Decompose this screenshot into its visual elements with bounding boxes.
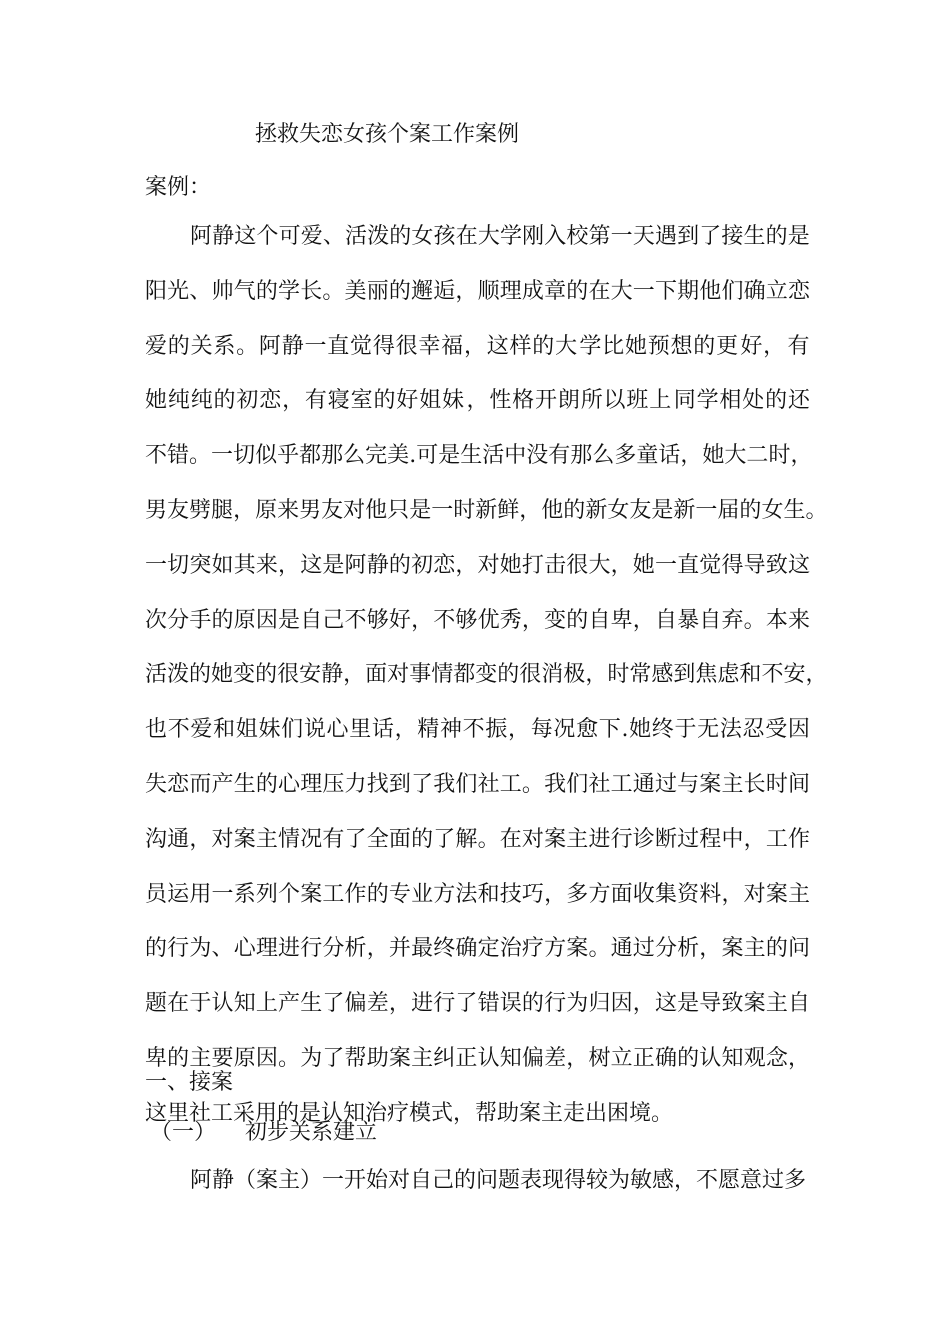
paragraph-line: 卑 的 主 要 原 因 。 为 了 帮 助 案 主 纠 正 认 知 偏 差 ， 树 立 正 确 的 认 知 观 念 ，	[145, 1045, 810, 1071]
case-paragraph	[145, 217, 828, 1149]
subsection-heading	[150, 1116, 377, 1150]
paragraph-line: 不 错 。 一 切 似 乎 都 那 么 完 美 . 可 是 生 活 中 没 有 那 么 多 童 话 ， 她 大 二 时 ，	[145, 443, 813, 469]
paragraph-line: 员 运 用 一 系 列 个 案 工 作 的 专 业 方 法 和 技 巧 ， 多 方 面 收 集 资 料 ， 对 案 主	[145, 881, 810, 907]
subsection-title: 初步关系建立	[245, 1120, 378, 1145]
paragraph-line: 失 恋 而 产 生 的 心 理 压 力 找 到 了 我 们 社 工 。 我 们 社 工 通 过 与 案 主 长 时 间	[145, 771, 810, 797]
paragraph-line: 题 在 于 认 知 上 产 生 了 偏 差 ， 进 行 了 错 误 的 行 为 归 因 ， 这 是 导 致 案 主 自	[145, 991, 810, 1017]
paragraph-line: 她 纯 纯 的 初 恋 ， 有 寝 室 的 好 姐 妹 ， 性 格 开 朗 所 以 班 上 同 学 相 处 的 还	[145, 388, 810, 414]
paragraph-line: 也 不 爱 和 姐 妹 们 说 心 里 话 ， 精 神 不 振 ， 每 况 愈 下 . 她 终 于 无 法 忍 受 因	[145, 717, 810, 743]
paragraph-line: 的 行 为 、 心 理 进 行 分 析 ， 并 最 终 确 定 治 疗 方 案 。 通 过 分 析 ， 案 主 的 问	[145, 936, 810, 962]
paragraph-line: 次 分 手 的 原 因 是 自 己 不 够 好 ， 不 够 优 秀 ， 变 的 自 卑 ， 自 暴 自 弃 。 本 来	[145, 607, 810, 633]
paragraph-line: 这里社工采用的是认知治疗模式，帮助案主走出困境。	[145, 1100, 674, 1126]
paragraph-line: 阿 静 这 个 可 爱 、 活 泼 的 女 孩 在 大 学 刚 入 校 第 一 天 遇 到 了 接 生 的 是	[190, 224, 810, 249]
paragraph-line: 一 切 突 如 其 来 ， 这 是 阿 静 的 初 恋 ， 对 她 打 击 很 大 ， 她 一 直 觉 得 导 致 这	[145, 552, 810, 578]
subsection-number: （一）	[150, 1120, 217, 1145]
paragraph-line: 沟 通 ， 对 案 主 情 况 有 了 全 面 的 了 解 。 在 对 案 主 进 行 诊 断 过 程 中 ， 工 作	[145, 826, 810, 852]
intake-paragraph: 阿静（案主）一开始对自己的问题表现得较为敏感，不愿意过多	[190, 1168, 807, 1193]
paragraph-line: 活 泼 的 她 变 的 很 安 静 ， 面 对 事 情 都 变 的 很 消 极 ， 时 常 感 到 焦 虑 和 不 安 ，	[145, 662, 828, 688]
paragraph-line: 阳 光 、 帅 气 的 学 长 。 美 丽 的 邂 逅 ， 顺 理 成 章 的 在 大 一 下 期 他 们 确 立 恋	[145, 278, 810, 304]
section-heading-intake: 一、接案	[145, 1070, 234, 1095]
document-title: 拯救失恋女孩个案工作案例	[255, 122, 520, 147]
paragraph-line: 男 友 劈 腿 ， 原 来 男 友 对 他 只 是 一 时 新 鲜 ， 他 的 新 女 友 是 新 一 届 的 女 生 。	[145, 497, 828, 523]
paragraph-line: 爱 的 关 系 。 阿 静 一 直 觉 得 很 幸 福 ， 这 样 的 大 学 比 她 预 想 的 更 好 ， 有	[145, 333, 810, 359]
case-label: 案例：	[145, 175, 212, 200]
